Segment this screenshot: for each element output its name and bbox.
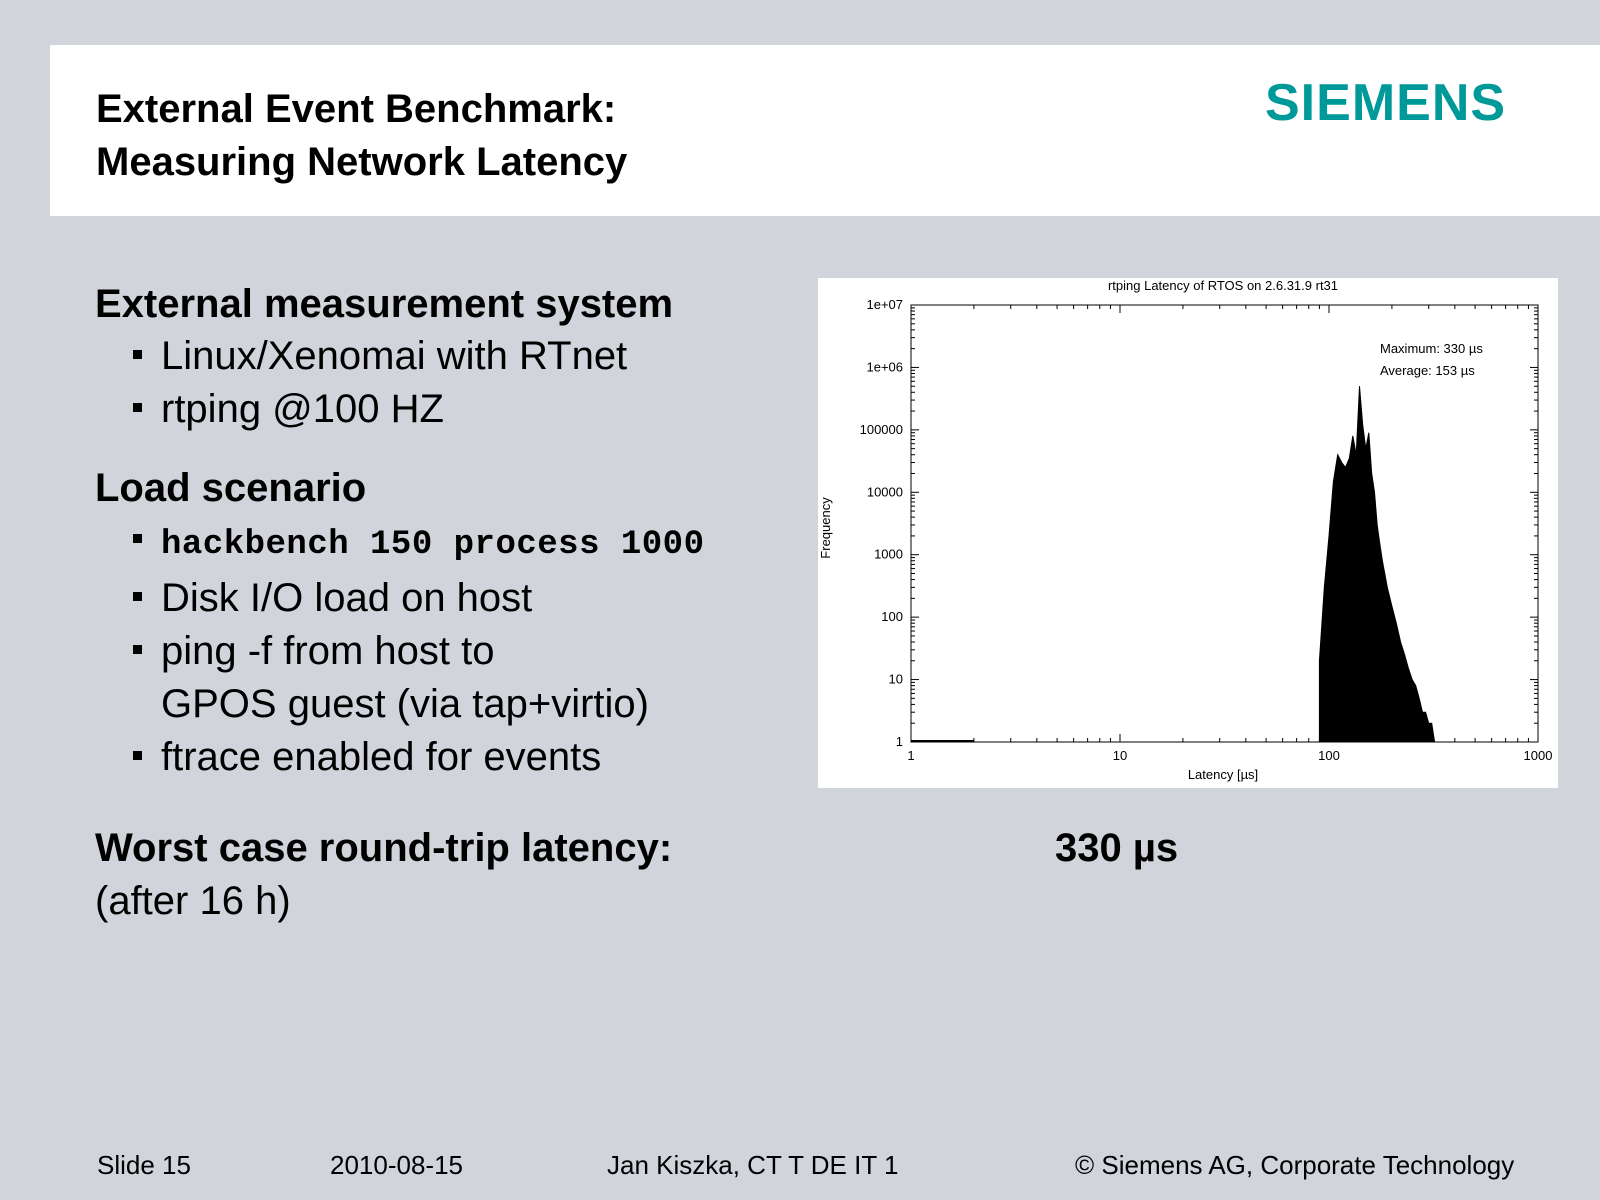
bullet-item: ftrace enabled for events — [95, 731, 815, 784]
bullet-item-continuation: GPOS guest (via tap+virtio) — [161, 682, 649, 726]
bullet-list-measurement — [95, 330, 815, 436]
bullet-marker-icon — [133, 350, 142, 359]
worst-case-label: Worst case round-trip latency: — [95, 826, 673, 870]
slide-content — [95, 278, 815, 810]
bullet-marker-icon — [133, 751, 142, 760]
chart-y-tick-label: 1e+07 — [866, 297, 903, 312]
section-heading-measurement: External measurement system — [95, 282, 674, 326]
bullet-marker-icon — [133, 592, 142, 601]
bullet-item: Linux/Xenomai with RTnet — [95, 330, 815, 383]
chart-x-tick-label: 1 — [907, 748, 915, 763]
slide-title — [96, 83, 627, 189]
bullet-list-load — [95, 514, 815, 784]
chart-title: rtping Latency of RTOS on 2.6.31.9 rt31 — [1107, 278, 1339, 293]
latency-chart — [818, 278, 1558, 788]
siemens-logo: SIEMENS — [1265, 74, 1507, 132]
bullet-item: ping -f from host to — [95, 625, 815, 678]
chart-annotation-maximum: Maximum: 330 µs — [1380, 341, 1483, 356]
chart-x-tick-label: 1000 — [1523, 748, 1553, 763]
worst-case-sublabel: (after 16 h) — [95, 879, 291, 923]
chart-x-axis-label: Latency [µs] — [1187, 767, 1259, 782]
slide-header — [50, 45, 1600, 216]
chart-y-tick-label: 1 — [895, 734, 903, 749]
chart-y-tick-label: 1000 — [874, 546, 903, 562]
footer-copyright: © Siemens AG, Corporate Technology — [1075, 1150, 1515, 1180]
chart-y-tick-label: 10000 — [866, 484, 903, 500]
bullet-item: hackbench 150 process 1000 — [95, 514, 815, 572]
slide-title-line1: External Event Benchmark: — [96, 87, 617, 131]
chart-annotation-average: Average: 153 µs — [1380, 363, 1475, 378]
worst-case-value: 330 µs — [1055, 826, 1179, 870]
chart-y-tick-label: 100000 — [859, 421, 903, 437]
footer-author: Jan Kiszka, CT T DE IT 1 — [607, 1150, 899, 1180]
footer-slide-number: Slide 15 — [97, 1150, 191, 1180]
chart-y-tick-label: 10 — [888, 671, 903, 687]
latency-histogram-svg — [818, 278, 1558, 788]
section-heading-load: Load scenario — [95, 466, 367, 510]
chart-x-tick-label: 10 — [1112, 748, 1128, 763]
chart-histogram-area — [1319, 386, 1437, 742]
bullet-marker-icon — [133, 403, 142, 412]
chart-x-tick-label: 100 — [1318, 748, 1340, 763]
chart-y-tick-label: 1e+06 — [866, 359, 903, 375]
bullet-item: rtping @100 HZ — [95, 383, 815, 436]
chart-y-tick-label: 100 — [881, 609, 903, 625]
slide-title-line2: Measuring Network Latency — [96, 140, 628, 184]
footer-date: 2010-08-15 — [330, 1150, 463, 1180]
bullet-item: Disk I/O load on host — [95, 572, 815, 625]
chart-y-axis-label: Frequency — [818, 497, 833, 559]
bullet-marker-icon — [133, 534, 142, 543]
bullet-marker-icon — [133, 645, 142, 654]
